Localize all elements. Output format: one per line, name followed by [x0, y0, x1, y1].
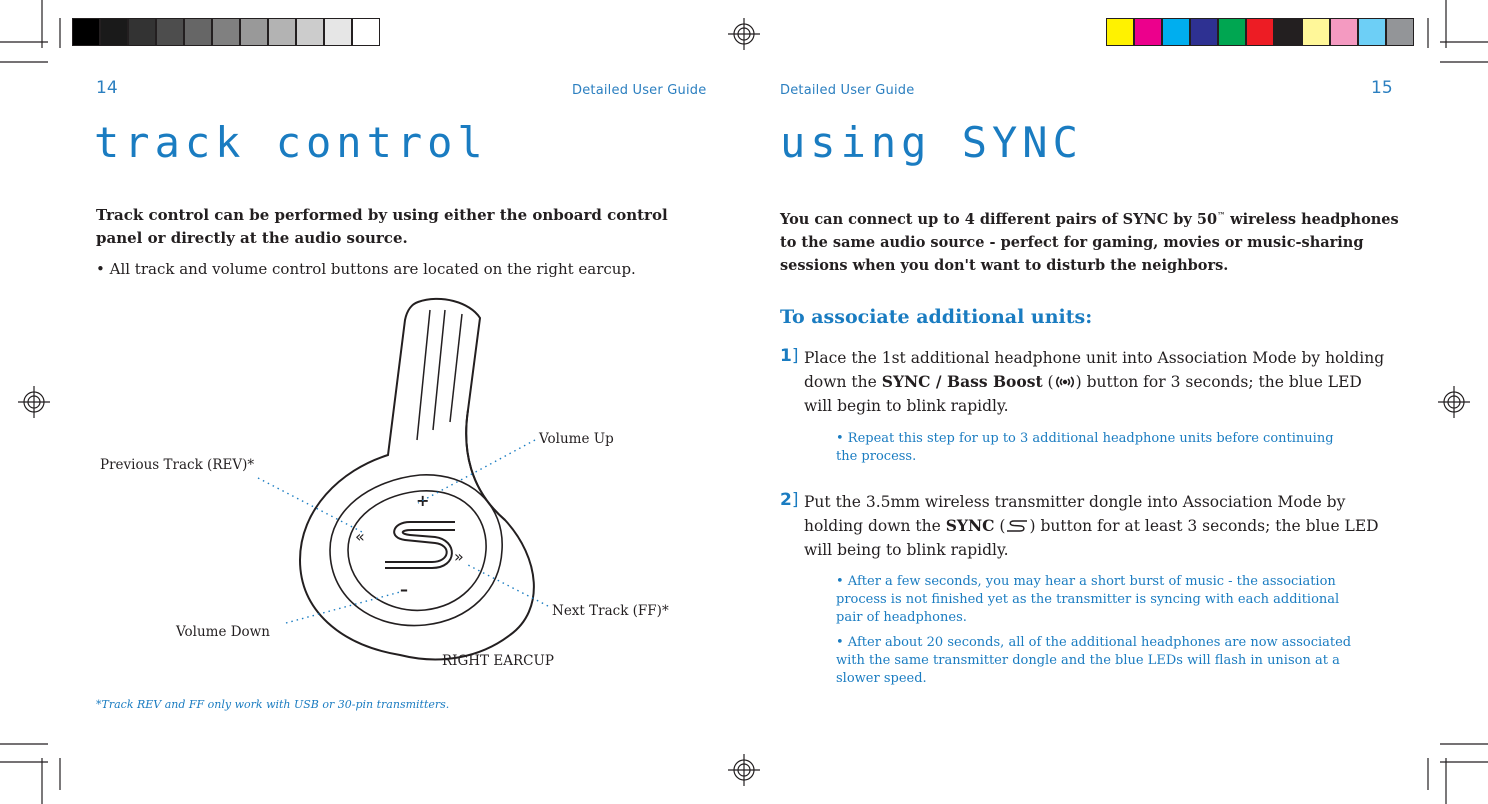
footnote: *Track REV and FF only work with USB or 30-pin transmitters. [96, 698, 450, 711]
color-swatch [268, 18, 296, 46]
label-previous-track: Previous Track (REV)* [100, 457, 255, 473]
track-control-bullet: • All track and volume control buttons are located on the right earcup. [96, 260, 636, 278]
color-swatch [100, 18, 128, 46]
color-swatch [1274, 18, 1302, 46]
color-swatch [184, 18, 212, 46]
registration-mark-right [1438, 386, 1470, 418]
color-swatch [212, 18, 240, 46]
color-swatch [352, 18, 380, 46]
registration-mark-bottom [728, 754, 760, 786]
color-swatch [1302, 18, 1330, 46]
sync-logo-icon [385, 522, 455, 568]
step-1-note: • Repeat this step for up to 3 additional headphone units before continuing the process. [836, 431, 1334, 464]
registration-mark-top [728, 18, 760, 50]
association-heading: To associate additional units: [780, 306, 1093, 328]
color-swatch [1246, 18, 1274, 46]
label-next-track: Next Track (FF)* [552, 603, 669, 619]
sync-intro-part-a: You can connect up to 4 different pairs of SYNC by 50 [780, 210, 1218, 228]
trademark-symbol: ™ [1217, 210, 1226, 220]
sync-bass-boost-label: SYNC / Bass Boost [881, 372, 1043, 391]
diagram-caption: RIGHT EARCUP [442, 653, 554, 669]
step-2-number: 2] [780, 490, 799, 510]
page-number-right: 15 [1371, 78, 1393, 98]
color-swatch [156, 18, 184, 46]
page-number-left: 14 [96, 78, 118, 98]
step-2-note-1: • After a few seconds, you may hear a short burst of music - the association process is not finished yet as the transmitter is syncing with each additional pair of headphones. [836, 574, 1340, 625]
color-swatch [296, 18, 324, 46]
label-volume-up: Volume Up [539, 431, 614, 447]
running-head-right: Detailed User Guide [780, 83, 915, 98]
color-swatch [1218, 18, 1246, 46]
sync-logo-small-icon [1005, 516, 1029, 530]
color-swatch [128, 18, 156, 46]
sync-intro-part-b: wireless headphones to the same audio source - perfect for gaming, movies or music-sharing sessions when you don't want to disturb the neighbors. [780, 210, 1399, 274]
color-swatch [1386, 18, 1414, 46]
color-swatch [1358, 18, 1386, 46]
fast-forward-icon: » [454, 547, 464, 566]
step-2-note-2: • After about 20 seconds, all of the additional headphones are now associated with the same transmitter dongle and the blue LEDs will flash in unison at a slower speed. [836, 635, 1352, 686]
cmyk-color-bar [1106, 18, 1414, 46]
color-swatch [324, 18, 352, 46]
step-2-text: Put the 3.5mm wireless transmitter dongle into Association Mode by holding down the SYNC ( ) button for at least 3 seconds; the blue LED will being to blink rapidly. [804, 493, 1379, 559]
sync-button-label: SYNC [945, 516, 995, 535]
grayscale-color-bar [72, 18, 380, 46]
sync-intro [780, 204, 1420, 277]
color-swatch [1106, 18, 1134, 46]
color-swatch [1190, 18, 1218, 46]
color-swatch [72, 18, 100, 46]
step-1-text: Place the 1st additional headphone unit into Association Mode by holding down the SYNC / Bass Boost ( ) button for 3 seconds; the blue LED will begin to blink rapidly. [804, 349, 1385, 415]
label-volume-down: Volume Down [176, 624, 270, 640]
color-swatch [1162, 18, 1190, 46]
page-title-track-control: track control [94, 118, 488, 167]
color-swatch [1330, 18, 1358, 46]
rewind-icon: « [355, 527, 365, 546]
track-control-intro: Track control can be performed by using either the onboard control panel or directly at the audio source. [96, 206, 668, 247]
volume-down-minus-icon: – [400, 580, 408, 599]
color-swatch [1134, 18, 1162, 46]
page-title-using-sync: using SYNC [780, 118, 1083, 167]
headband-illustration [300, 299, 534, 660]
step-1-number: 1] [780, 346, 799, 366]
volume-up-plus-icon: + [416, 491, 430, 510]
color-swatch [240, 18, 268, 46]
bass-boost-wave-icon [1054, 372, 1076, 386]
running-head-left: Detailed User Guide [572, 83, 707, 98]
